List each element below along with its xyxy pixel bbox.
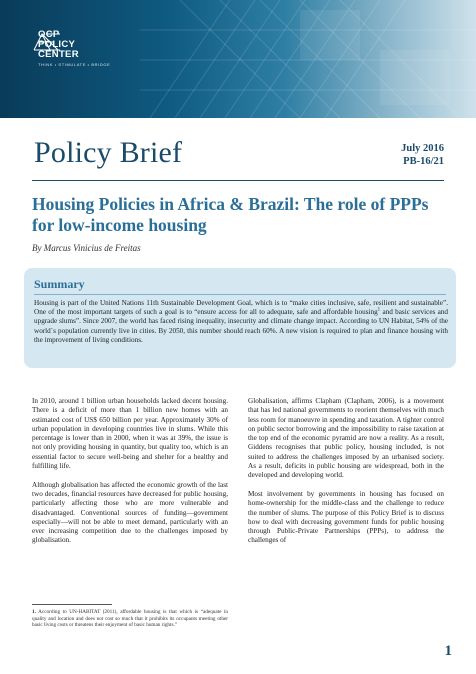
brief-date: July 2016 xyxy=(401,143,444,154)
page-number: 1 xyxy=(444,643,452,659)
logo-line-2: POLICY xyxy=(38,39,76,50)
footnote-text: According to UN-HABITAT (2011), affordable housing is that which is “adequate in quality and location and does not cost so much that it prohibits its occupants meeting other basic living costs or threatens their enjoyment of basic human rights.” xyxy=(32,609,228,629)
summary-text-b: and basic services and upgrade slums”. Since 2007, the world has faced rising inequality, insecurity and climate change impact. According to UN Habitat, 54% of the world´s population currently live in cities. By 2050, this number should reach 60%. A new vision is required to plan and finance housing with the improvement of living conditions. xyxy=(34,308,448,344)
brief-code: PB-16/21 xyxy=(403,156,444,167)
footnote-number: 1. xyxy=(32,609,36,615)
author-byline: By Marcus Vinicius de Freitas xyxy=(32,243,141,253)
header-banner xyxy=(0,0,476,118)
header-rule xyxy=(32,180,444,181)
paragraph: In 2010, around 1 billion urban households lacked decent housing. There is a deficit of more than 1 billion new homes with an estimated cost of US$ 650 billion per year. Approximately 30% of urban population in developing countries live in slums. While this percentage is lower than in 2000, when it was at 39%, the issue is not only providing housing in quantity, but quality too, which is an essential factor to secure well-being and shelter for a healthy and fulfilling life. xyxy=(32,397,228,471)
logo-line-3: CENTER xyxy=(38,49,79,60)
footnote xyxy=(32,609,228,629)
brief-meta xyxy=(401,142,444,168)
ocp-logo xyxy=(32,30,110,67)
summary-rule xyxy=(34,294,446,295)
summary-box xyxy=(24,268,456,368)
body-column-left xyxy=(32,397,228,555)
summary-text xyxy=(34,299,448,345)
brief-type-title: Policy Brief xyxy=(34,136,183,169)
ocp-globe-icon xyxy=(32,30,62,54)
summary-text-a: Housing is part of the United Nations 11th Sustainable Development Goal, which is to “make cities inclusive, safe, resilient and sustainable”. One of the most important targets of such a goal is to “ensure access for all to adequate, safe and affordable housing xyxy=(34,299,448,317)
footnote-ref: 1 xyxy=(377,307,381,313)
paragraph: Globalisation, affirms Clapham (Clapham, 2006), is a movement that has led national governments to reorient themselves with much less room for manoeuvre in spending and taxation. A tighter control on public sector borrowing and the impossibility to raise taxation at the top end of the economic pyramid are now a reality. As a result, Giddens recognises that public policy, housing included, is not suited to address the challenges imposed by an urbanised society. As a result, deficits in public housing are widespread, both in the developed and developing world. xyxy=(248,397,444,480)
logo-line-1: OCP xyxy=(38,29,60,40)
logo-tagline: THINK • STIMULATE • BRIDGE xyxy=(38,62,111,67)
footnote-rule xyxy=(32,604,112,605)
paragraph: Although globalisation has affected the economic growth of the last two decades, financial resources have decreased for public housing, particularly affecting those who are more vulnerable and disadvantaged. Conventional sources of funding—government especially—will not be able to meet demand, particularly with an ever increasing competition due to the challenges imposed by globalisation. xyxy=(32,480,228,545)
summary-heading: Summary xyxy=(34,277,85,291)
paragraph: Most involvement by governments in housing has focused on home-ownership for the middle-class and the challenge to reduce the number of slums. The purpose of this Policy Brief is to discuss how to deal with decreasing government funds for public housing through Public-Private Partnerships (PPPs), to address the challenges of xyxy=(248,489,444,545)
body-column-right xyxy=(248,397,444,555)
document-title: Housing Policies in Africa & Brazil: The role of PPPs for low-income housing xyxy=(32,194,429,235)
